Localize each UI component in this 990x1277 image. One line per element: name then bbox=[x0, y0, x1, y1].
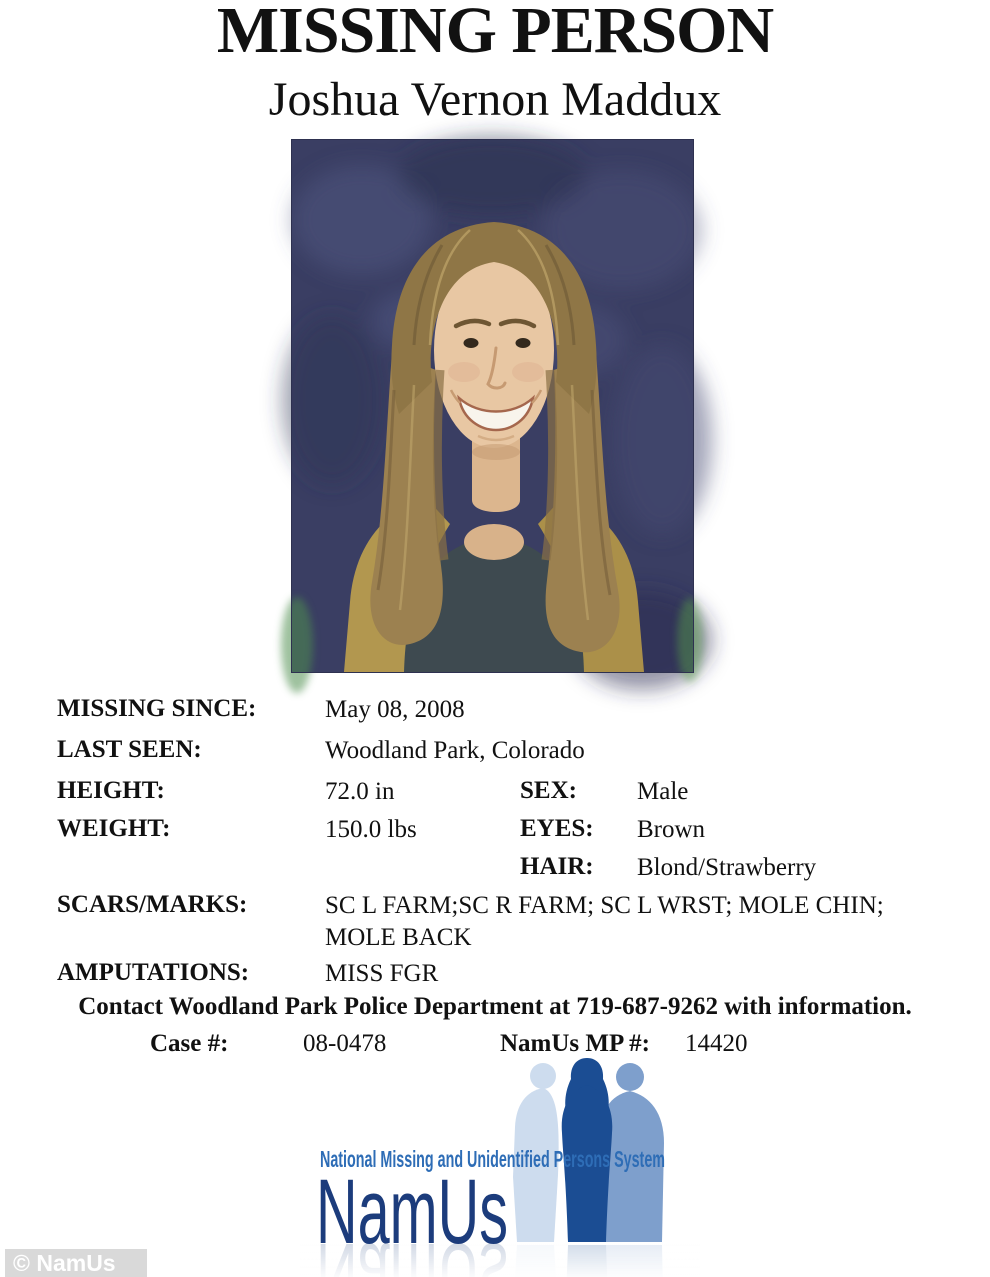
missing-person-name: Joshua Vernon Maddux bbox=[268, 73, 722, 126]
amputations-label: AMPUTATIONS: bbox=[57, 959, 250, 986]
case-number-label: Case #: bbox=[150, 1030, 229, 1057]
namus-logo bbox=[300, 1055, 700, 1277]
last-seen-label: LAST SEEN: bbox=[57, 736, 202, 763]
hair-value: Blond/Strawberry bbox=[637, 854, 817, 881]
missing-since-value: May 08, 2008 bbox=[325, 696, 465, 723]
portrait-photo bbox=[292, 140, 693, 672]
eyes-label: EYES: bbox=[520, 815, 594, 842]
sex-value: Male bbox=[637, 778, 689, 805]
missing-since-label: MISSING SINCE: bbox=[57, 695, 257, 722]
namus-mp-label: NamUs MP #: bbox=[500, 1030, 650, 1057]
scars-marks-label: SCARS/MARKS: bbox=[57, 891, 248, 918]
height-value: 72.0 in bbox=[325, 778, 395, 805]
contact-line: Contact Woodland Park Police Department at 719-687-9262 with information. bbox=[78, 993, 912, 1020]
sex-label: SEX: bbox=[520, 777, 577, 804]
portrait-photo-art bbox=[292, 140, 693, 672]
height-label: HEIGHT: bbox=[57, 777, 165, 804]
last-seen-value: Woodland Park, Colorado bbox=[325, 737, 585, 764]
weight-value: 150.0 lbs bbox=[325, 816, 417, 843]
namus-logo-art bbox=[300, 1055, 700, 1277]
scars-marks-value: SC L FARM;SC R FARM; SC L WRST; MOLE CHIN; MOLE BACK bbox=[325, 892, 884, 951]
amputations-value: MISS FGR bbox=[325, 960, 439, 987]
case-number-value: 08-0478 bbox=[303, 1030, 387, 1057]
eyes-value: Brown bbox=[637, 816, 706, 843]
namus-watermark: © NamUs bbox=[5, 1249, 147, 1277]
poster-title: MISSING PERSON bbox=[216, 0, 774, 67]
hair-label: HAIR: bbox=[520, 853, 594, 880]
weight-label: WEIGHT: bbox=[57, 815, 171, 842]
namus-mp-value: 14420 bbox=[685, 1030, 748, 1057]
